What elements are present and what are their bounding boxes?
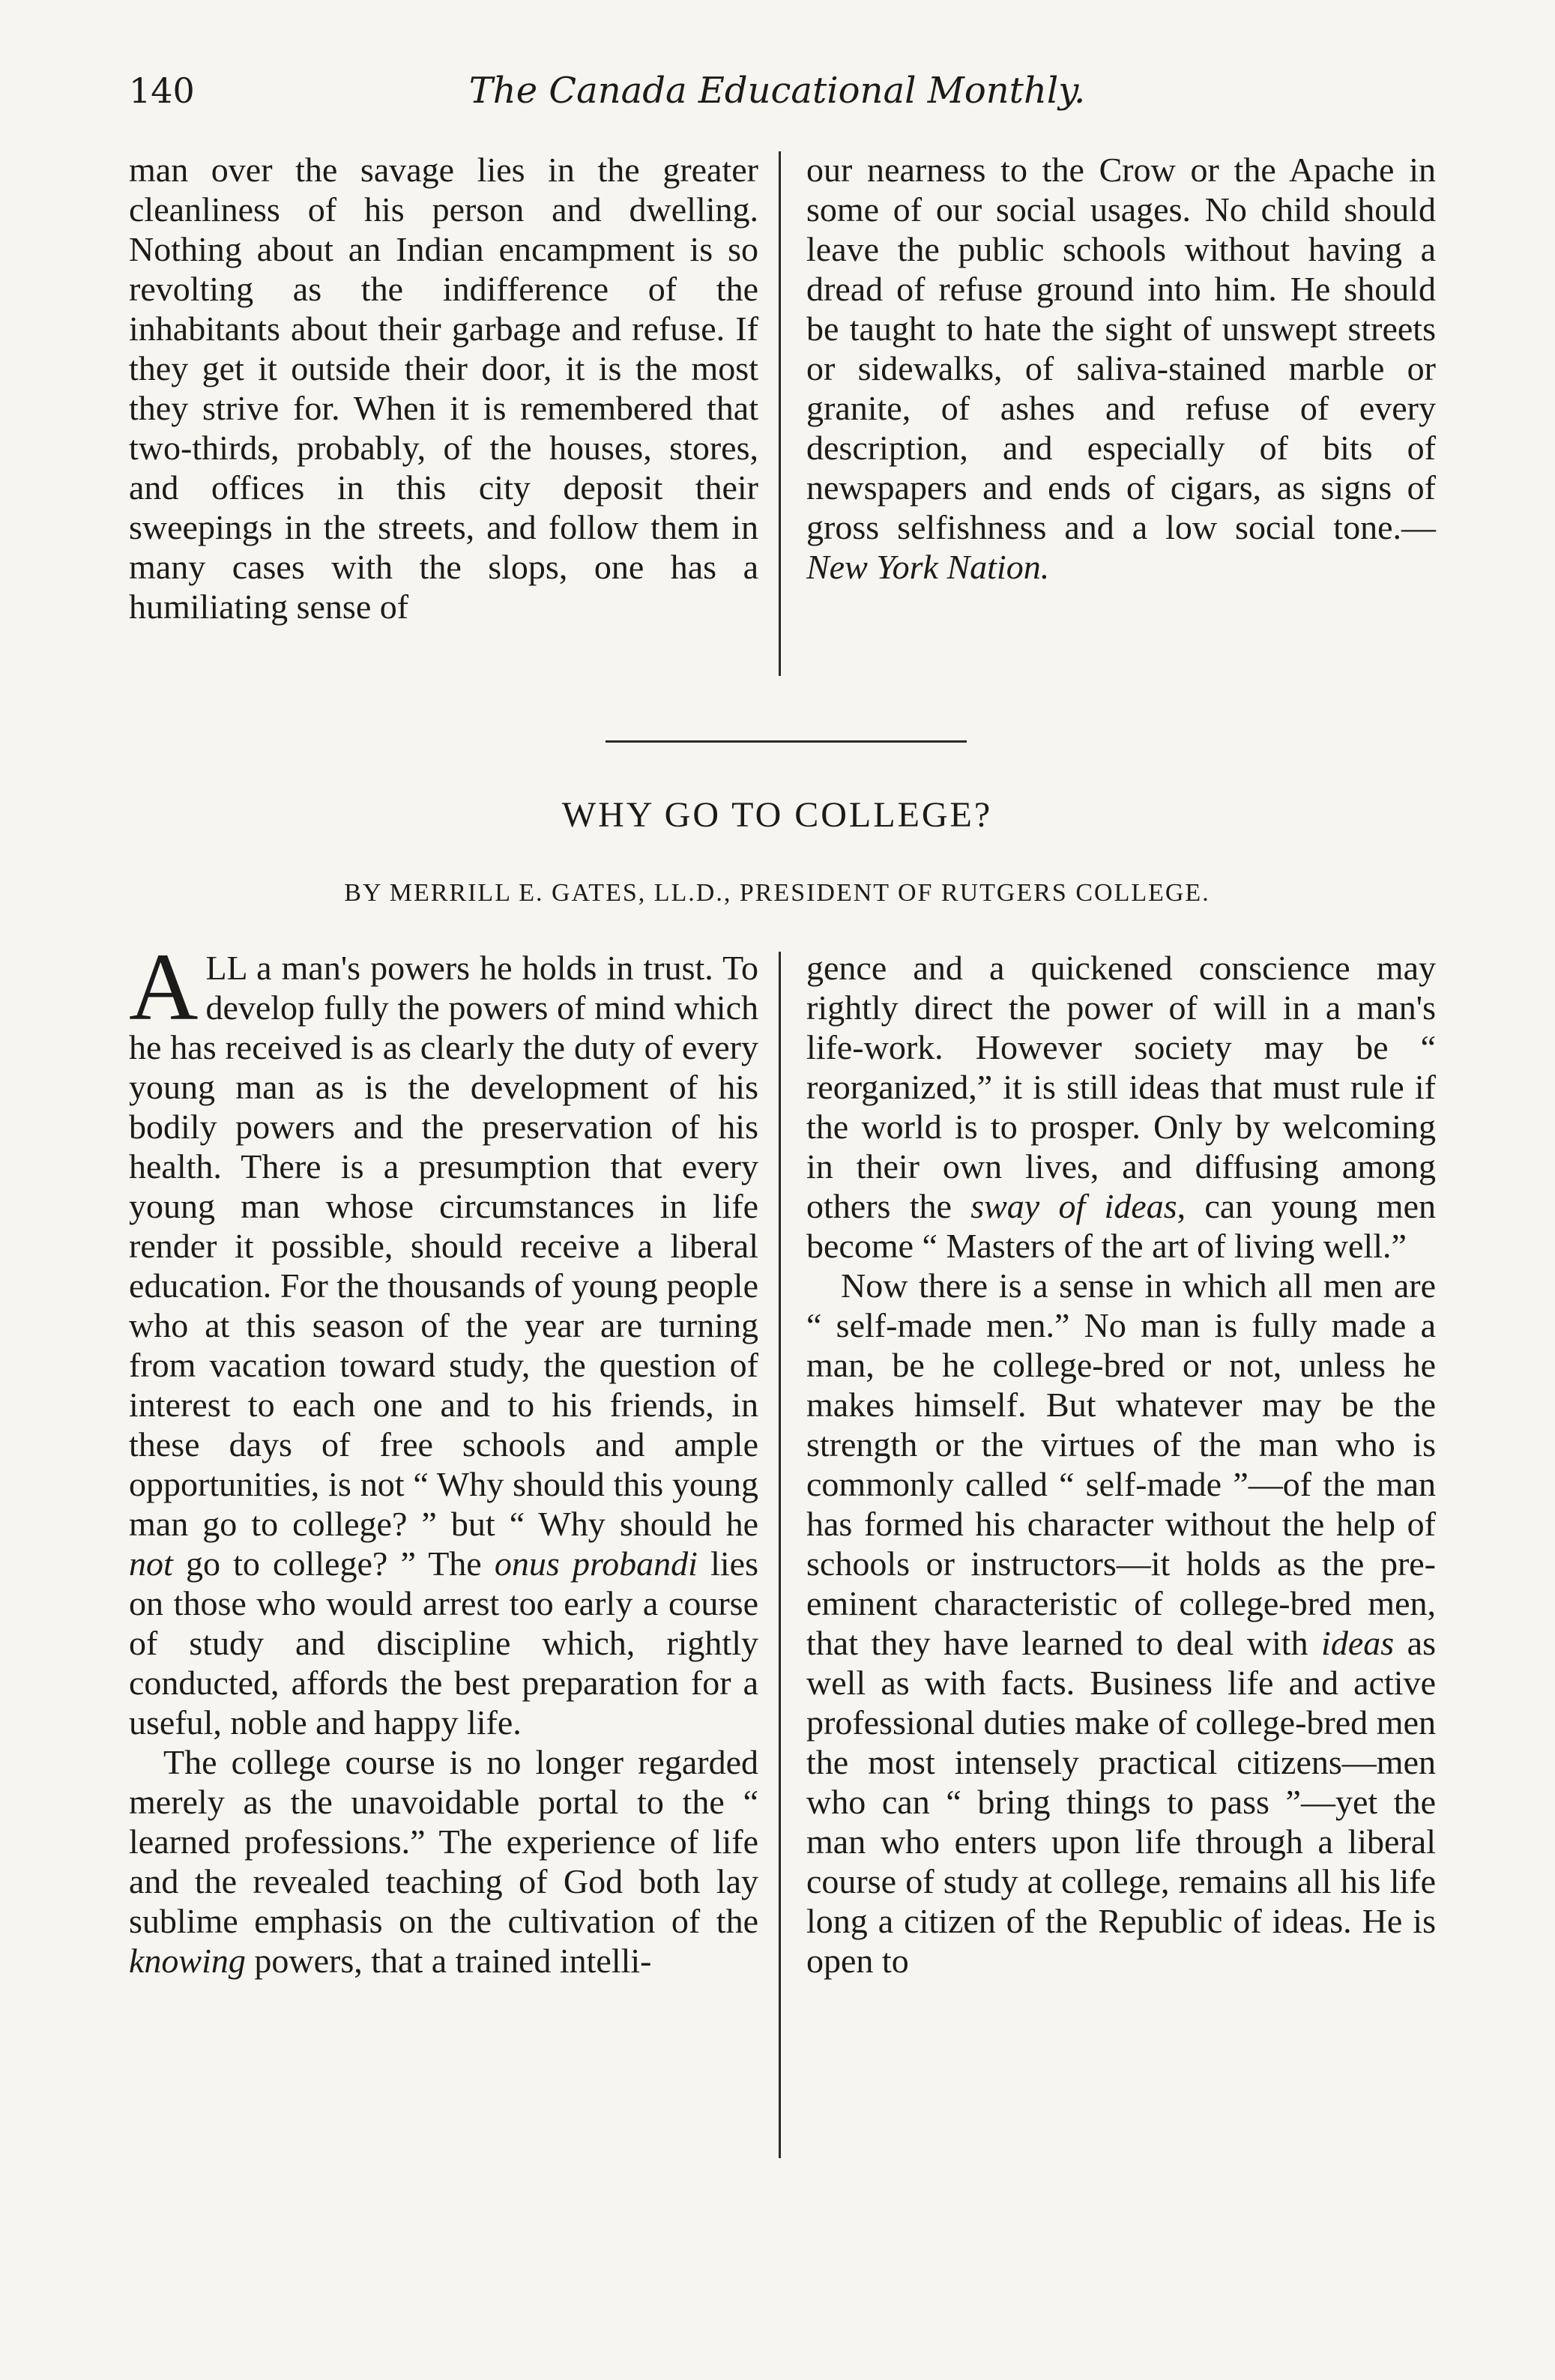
article-title: WHY GO TO COLLEGE?: [561, 795, 993, 835]
running-head: [129, 64, 1425, 117]
previous-article-text-left: man over the savage lies in the greater cleanliness of his person and dwelling. Nothing about an Indian encampment is so revolting as the indifference of the inhabitants about their garbage and refuse. If they get it outside their door, it is the most they strive for. When it is remembered that two-thirds, probably, of the houses, stores, and offices in this city deposit their sweepings in the streets, and follow them in many cases with the slops, one has a humiliating sense of: [129, 151, 758, 626]
column-divider-bottom: [779, 952, 781, 2158]
article-paragraph: ALL a man's powers he holds in trust. To develop fully the powers of mind which he has received is as clearly the duty of every young man as is the development of his bodily powers and the preservation of his health. There is a presumption that every young man whose circumstances in life render it possible, should receive a liberal education. For the thousands of young people who at this season of the year are turning from vacation toward study, the question of interest to each one and to his friends, in these days of free schools and ample opportunities, is not “ Why should this young man go to college? ” but “ Why should he not go to college? ” The onus probandi lies on those who would arrest too early a course of study and discipline which, rightly conducted, affords the best preparation for a useful, noble and happy life.: [129, 934, 758, 1742]
article-paragraph: gence and a quickened conscience may rightly direct the power of will in a man's life-work. However society may be “ reorganized,” it is still ideas that must rule if the world is to prosper. Only by welcoming in their own lives, and diffusing among others the sway of ideas, can young men become “ Masters of the art of living well.”: [806, 949, 1436, 1265]
article-paragraph: Now there is a sense in which all men are “ self-made men.” No man is fully made a man, be he college-bred or not, unless he makes himself. But whatever may be the strength or the virtues of the man who is commonly called “ self-made ”—of the man has formed his character without the help of schools or instructors—it holds as the pre-eminent characteristic of college-bred men, that they have learned to deal with ideas as well as with facts. Business life and active professional duties make of college-bred men the most intensely practical citizens—men who can “ bring things to pass ”—yet the man who enters upon life through a liberal course of study at college, remains all his life long a citizen of the Republic of ideas. He is open to: [806, 1266, 1436, 1980]
previous-article-left-column: [129, 150, 758, 626]
source-citation: New York Nation.: [806, 548, 1050, 586]
article-left-column: [129, 934, 758, 1981]
page-number: 140: [129, 70, 195, 111]
previous-article-text-right: our nearness to the Crow or the Apache in some of our social usages. No child should leave the public schools without having a dread of refuse ground into him. He should be taught to hate the sight of unswept streets or sidewalks, of saliva-stained marble or granite, of ashes and refuse of every description, and especially of bits of newspapers and ends of cigars, as signs of gross selfishness and a low social tone.—New York Nation.: [806, 151, 1436, 586]
column-divider-top: [779, 151, 781, 676]
previous-article-right-column: [806, 150, 1436, 587]
article-byline: BY MERRILL E. GATES, LL.D., PRESIDENT OF RUTGERS COLLEGE.: [344, 879, 1210, 907]
article-right-column: [806, 948, 1436, 1981]
article-paragraph: The college course is no longer regarded merely as the unavoidable portal to the “ learned professions.” The experience of life and the revealed teaching of God both lay sublime emphasis on the cultivation of the knowing powers, that a trained intelli-: [129, 1743, 758, 1980]
section-divider: [606, 740, 967, 743]
journal-title: The Canada Educational Monthly.: [468, 70, 1086, 112]
